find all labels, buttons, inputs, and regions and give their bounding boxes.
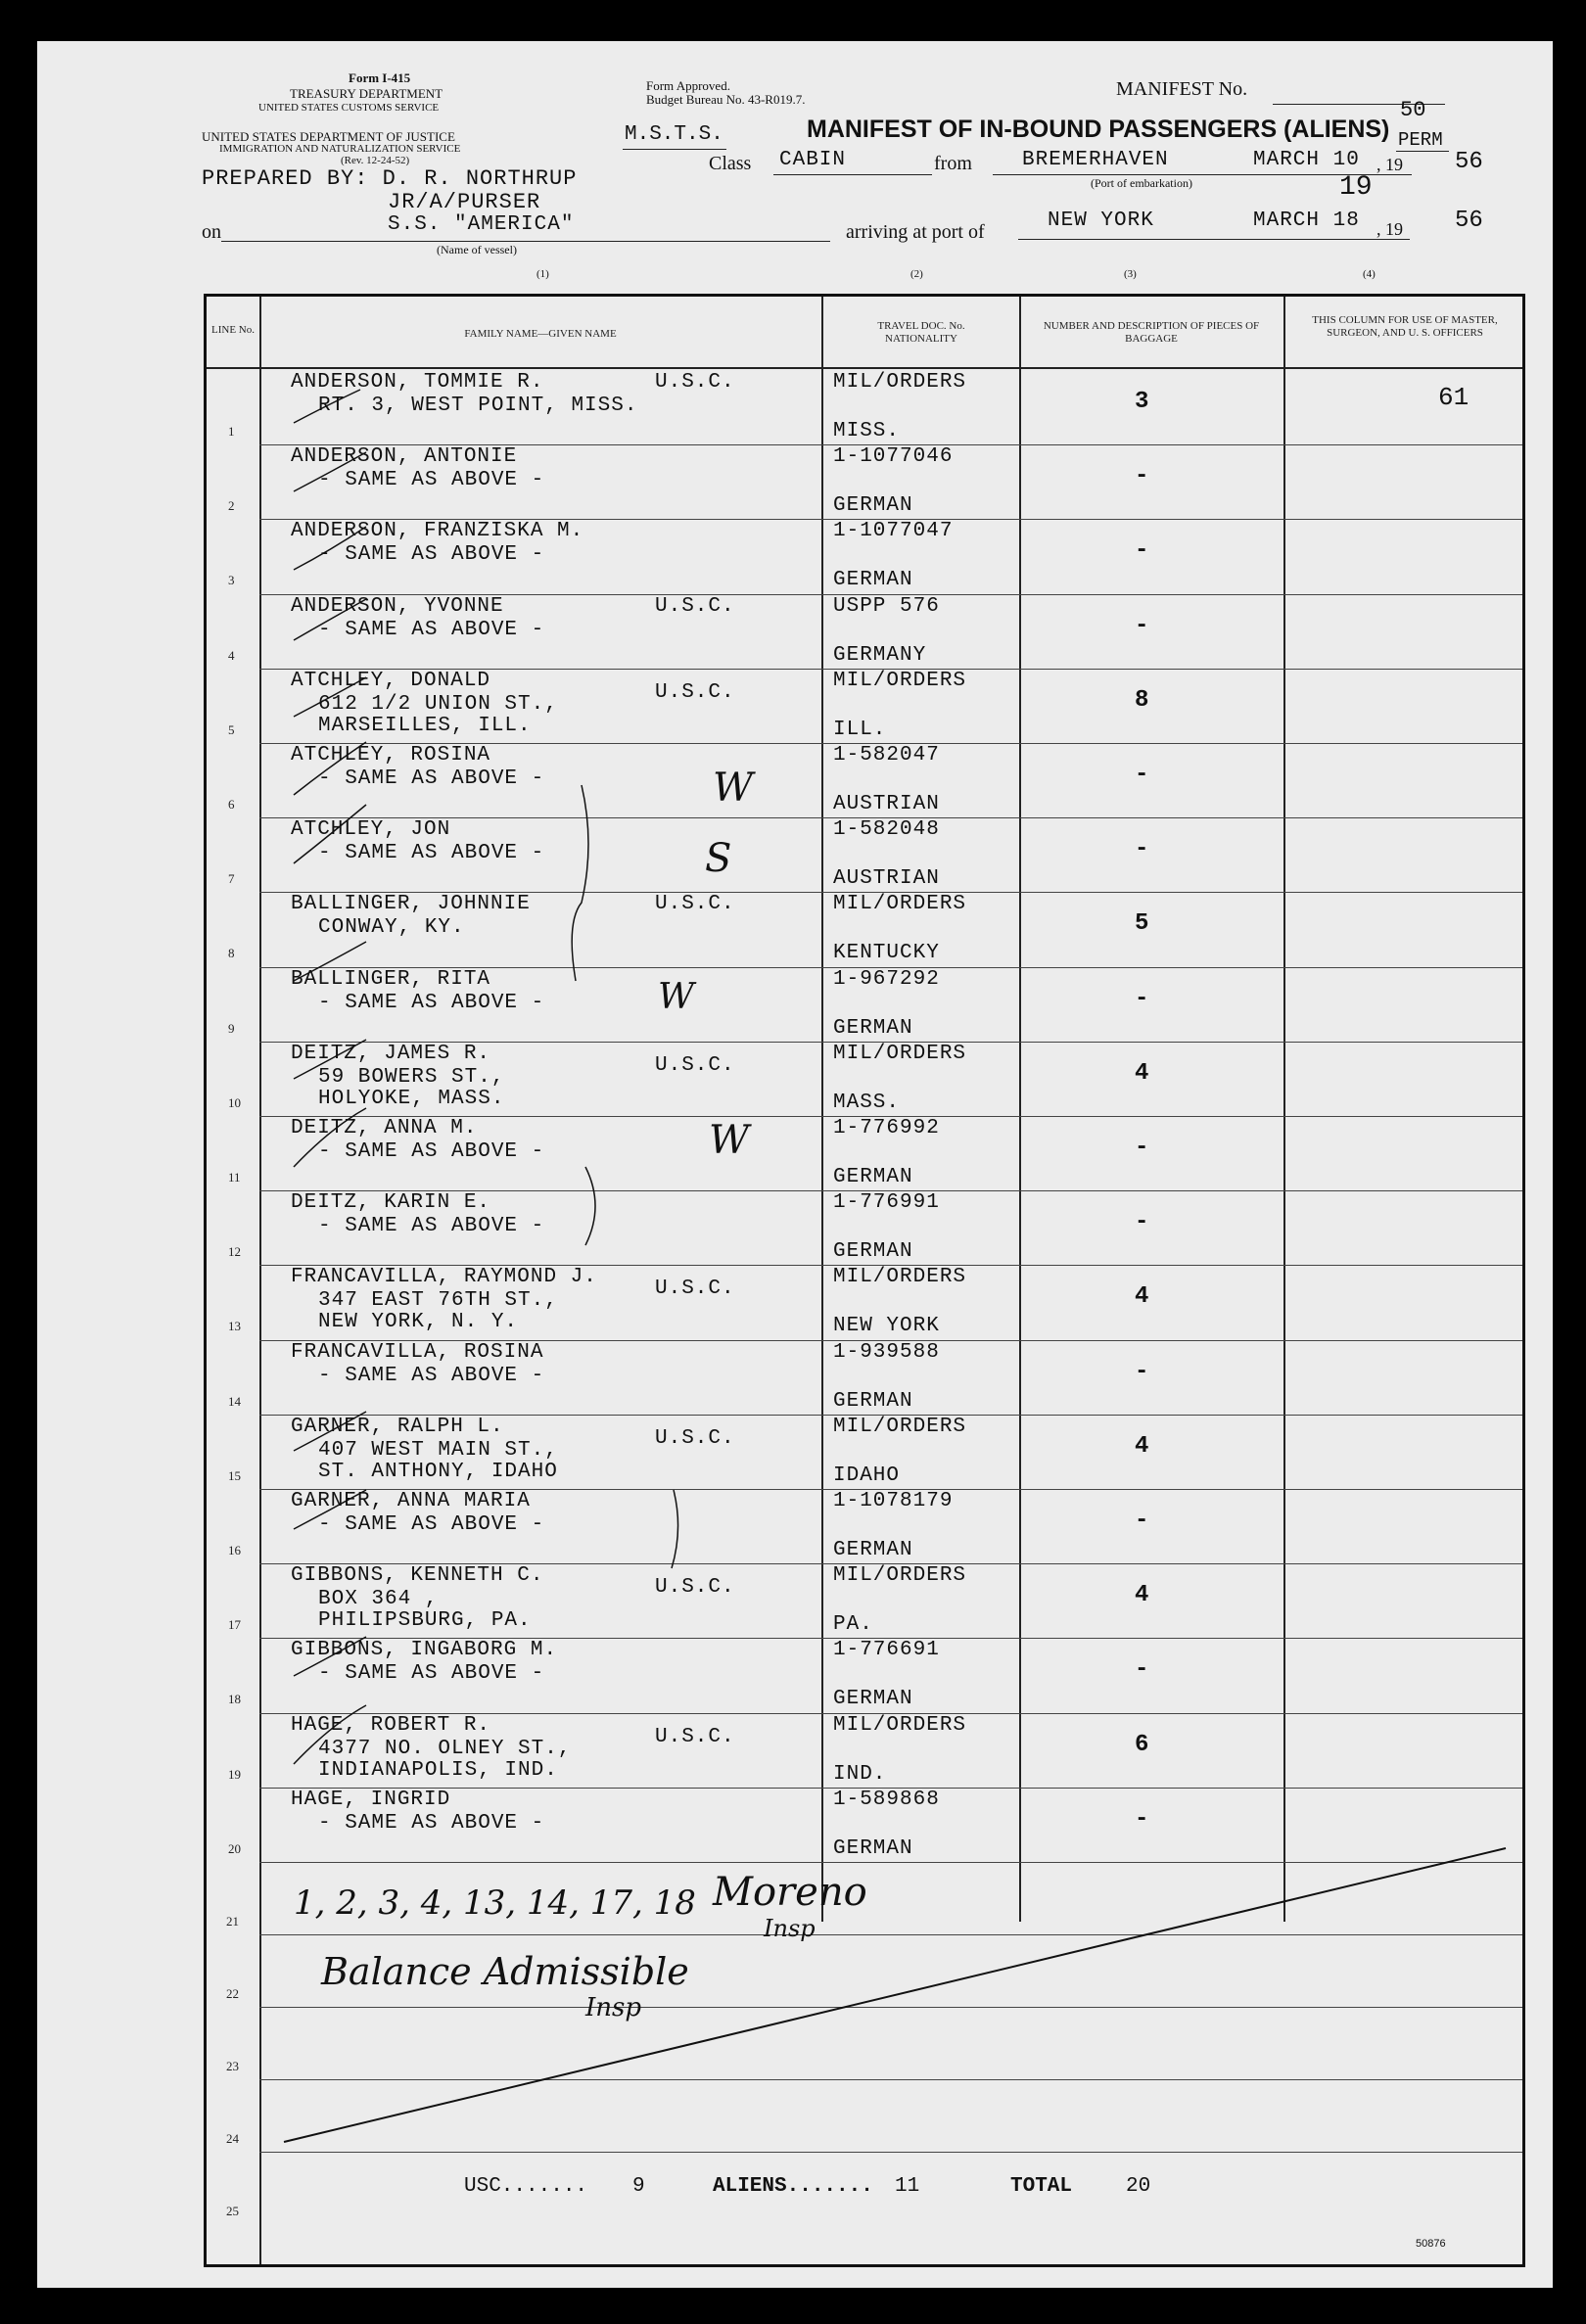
baggage-count: 4 (1135, 1059, 1149, 1087)
line-number: 19 (228, 1766, 241, 1782)
travel-doc-number: 1-776992 (833, 1117, 940, 1139)
passenger-name: GARNER, ANNA MARIA (291, 1490, 531, 1512)
passenger-address: 612 1/2 UNION ST., (318, 692, 558, 716)
baggage-count: - (1135, 1508, 1149, 1534)
col-header-officers: THIS COLUMN FOR USE OF MASTER, SURGEON, AND U. S. OFFICERS (1312, 314, 1498, 339)
col-header-baggage: NUMBER AND DESCRIPTION OF PIECES OF BAGGAGE (1043, 320, 1260, 345)
travel-doc-number: MIL/ORDERS (833, 371, 967, 394)
line-number: 6 (228, 797, 235, 812)
line-number: 1 (228, 424, 235, 439)
passenger-address: NEW YORK, N. Y. (318, 1311, 519, 1334)
passenger-address: RT. 3, WEST POINT, MISS. (318, 395, 638, 417)
prepared-by-title: JR/A/PURSER (388, 190, 541, 214)
manifest-sheet (37, 41, 1553, 2288)
nationality: GERMANY (833, 643, 927, 667)
nationality: GERMAN (833, 1836, 913, 1860)
passenger-address: - SAME AS ABOVE - (318, 618, 545, 641)
nationality: MASS. (833, 1091, 901, 1114)
line-number: 3 (228, 573, 235, 588)
passenger-address: PHILIPSBURG, PA. (318, 1609, 532, 1633)
nationality: KENTUCKY (833, 942, 940, 965)
year-prefix-2: , 19 (1376, 219, 1403, 239)
from-port: BREMERHAVEN (1022, 149, 1169, 171)
handwritten-line-numbers: 1, 2, 3, 4, 13, 14, 17, 18 (294, 1883, 696, 1923)
nationality: PA. (833, 1613, 873, 1637)
baggage-count: - (1135, 762, 1149, 788)
line-number: 17 (228, 1617, 241, 1633)
passenger-name: ANDERSON, ANTONIE (291, 445, 518, 469)
baggage-count: 3 (1135, 389, 1149, 415)
baggage-count: - (1135, 1209, 1149, 1236)
nationality: AUSTRIAN (833, 793, 940, 815)
baggage-count: - (1135, 1656, 1149, 1684)
baggage-count: - (1135, 836, 1149, 863)
budget-bureau: Budget Bureau No. 43-R019.7. (646, 92, 806, 107)
passenger-address: - SAME AS ABOVE - (318, 543, 545, 567)
passenger-address: CONWAY, KY. (318, 916, 465, 940)
aliens-total-label: ALIENS....... (713, 2175, 873, 2198)
arrive-year: 56 (1455, 208, 1483, 234)
travel-doc-number: 1-776691 (833, 1639, 940, 1662)
passenger-address: 407 WEST MAIN ST., (318, 1438, 558, 1462)
ins-service: IMMIGRATION AND NATURALIZATION SERVICE (219, 143, 461, 155)
passenger-address: BOX 364 , (318, 1588, 439, 1611)
handwritten-mark-w: W (658, 977, 695, 1017)
line-number: 13 (228, 1319, 241, 1334)
grand-total: 20 (1126, 2175, 1151, 2198)
nationality: GERMAN (833, 1389, 913, 1413)
travel-doc-number: MIL/ORDERS (833, 1042, 967, 1065)
aliens-total: 11 (895, 2175, 920, 2198)
treasury-dept: TREASURY DEPARTMENT (290, 86, 443, 101)
passenger-address: ST. ANTHONY, IDAHO (318, 1460, 558, 1483)
form-revision: (Rev. 12-24-52) (341, 155, 410, 166)
col-num-4: (4) (1363, 268, 1376, 280)
nationality: MISS. (833, 420, 901, 442)
travel-doc-number: MIL/ORDERS (833, 1415, 967, 1438)
line-number: 21 (226, 1914, 239, 1929)
passenger-address: - SAME AS ABOVE - (318, 469, 545, 492)
travel-doc-number: 1-589868 (833, 1788, 940, 1811)
passenger-address: - SAME AS ABOVE - (318, 1662, 545, 1686)
baggage-count: - (1135, 463, 1149, 490)
baggage-count: 8 (1135, 686, 1149, 714)
passenger-address: HOLYOKE, MASS. (318, 1087, 505, 1110)
passenger-name: ANDERSON, TOMMIE R. (291, 371, 544, 394)
travel-doc-number: MIL/ORDERS (833, 1713, 967, 1737)
baggage-count: 6 (1135, 1731, 1149, 1758)
nationality: GERMAN (833, 569, 913, 592)
nationality: GERMAN (833, 494, 913, 518)
arrive-date: MARCH 18 (1253, 209, 1360, 232)
passenger-name: FRANCAVILLA, ROSINA (291, 1340, 544, 1364)
citizenship-mark: U.S.C. (655, 1053, 735, 1077)
cancel-strike-line (37, 41, 1553, 2288)
customs-service: UNITED STATES CUSTOMS SERVICE (258, 102, 440, 114)
line-number: 18 (228, 1692, 241, 1707)
travel-doc-number: MIL/ORDERS (833, 1266, 967, 1289)
line-number: 25 (226, 2204, 239, 2218)
on-label: on (202, 221, 221, 243)
travel-doc-number: 1-1077046 (833, 445, 954, 469)
line-number: 9 (228, 1020, 235, 1036)
passenger-address: - SAME AS ABOVE - (318, 1513, 545, 1536)
citizenship-mark: U.S.C. (655, 371, 735, 394)
nationality: GERMAN (833, 1688, 913, 1711)
passenger-name: GIBBONS, KENNETH C. (291, 1564, 544, 1588)
year-prefix-1: , 19 (1376, 155, 1403, 174)
passenger-name: DEITZ, KARIN E. (291, 1191, 491, 1215)
perm-mark: PERM (1398, 129, 1443, 151)
arriving-label: arriving at port of (846, 221, 985, 243)
baggage-count: - (1135, 1135, 1149, 1161)
line-number: 10 (228, 1094, 241, 1110)
class-value: CABIN (779, 149, 847, 171)
nationality: GERMAN (833, 1240, 913, 1264)
inspector-signature: Moreno (713, 1870, 867, 1915)
usc-total-label: USC....... (464, 2175, 588, 2198)
usc-total: 9 (632, 2175, 645, 2198)
passenger-name: DEITZ, JAMES R. (291, 1042, 491, 1065)
nationality: IDAHO (833, 1464, 901, 1487)
line-number: 7 (228, 871, 235, 887)
inspector-title: Insp (764, 1915, 816, 1942)
passenger-name: ANDERSON, YVONNE (291, 594, 504, 618)
passenger-name: HAGE, ROBERT R. (291, 1713, 491, 1737)
travel-doc-number: 1-939588 (833, 1340, 940, 1364)
arrive-day-overwrite: 19 (1339, 172, 1373, 203)
baggage-count: - (1135, 612, 1149, 639)
citizenship-mark: U.S.C. (655, 680, 735, 704)
baggage-count: - (1135, 985, 1149, 1012)
citizenship-mark: U.S.C. (655, 1576, 735, 1600)
line-number: 2 (228, 498, 235, 514)
passenger-address: - SAME AS ABOVE - (318, 1140, 545, 1163)
handwritten-mark-w: W (709, 1118, 750, 1163)
citizenship-mark: U.S.C. (655, 1725, 735, 1748)
travel-doc-number: 1-1078179 (833, 1490, 954, 1512)
passenger-address: 4377 NO. OLNEY ST., (318, 1737, 572, 1760)
passenger-name: BALLINGER, JOHNNIE (291, 893, 531, 916)
line-number: 14 (228, 1393, 241, 1409)
passenger-address: 59 BOWERS ST., (318, 1065, 505, 1089)
manifest-title: MANIFEST OF IN-BOUND PASSENGERS (ALIENS) (807, 116, 1390, 143)
travel-doc-number: MIL/ORDERS (833, 1564, 967, 1588)
col-header-doc: TRAVEL DOC. No. NATIONALITY (877, 320, 965, 345)
travel-doc-number: 1-967292 (833, 967, 940, 991)
passenger-address: 347 EAST 76TH ST., (318, 1289, 558, 1313)
handwritten-mark-w: W (713, 766, 754, 811)
line-number: 15 (228, 1467, 241, 1483)
passenger-address: MARSEILLES, ILL. (318, 714, 532, 737)
citizenship-mark: U.S.C. (655, 1426, 735, 1450)
baggage-count: - (1135, 1358, 1149, 1385)
line-number: 22 (226, 1986, 239, 2001)
line-number: 20 (228, 1840, 241, 1856)
port-note: (Port of embarkation) (1091, 176, 1192, 190)
line-number: 5 (228, 721, 235, 737)
baggage-count: 4 (1135, 1432, 1149, 1460)
col-num-1: (1) (536, 268, 549, 280)
embark-date: MARCH 10 (1253, 149, 1360, 171)
prepared-by: PREPARED BY: D. R. NORTHRUP (202, 166, 578, 191)
col-num-2: (2) (910, 268, 923, 280)
travel-doc-number: 1-582047 (833, 744, 940, 767)
manifest-number: 50 (1400, 98, 1426, 122)
form-number: Form I-415 (349, 70, 411, 85)
passenger-address: - SAME AS ABOVE - (318, 1364, 545, 1387)
form-approved: Form Approved. (646, 78, 730, 93)
inspector-title: Insp (585, 1993, 642, 2022)
line-number: 4 (228, 647, 235, 663)
col-header-name: FAMILY NAME—GIVEN NAME (464, 328, 617, 340)
passenger-name: ATCHLEY, ROSINA (291, 744, 491, 767)
travel-doc-number: MIL/ORDERS (833, 669, 967, 692)
line-number: 11 (228, 1170, 241, 1185)
line-number: 24 (226, 2131, 239, 2146)
nationality: GERMAN (833, 1539, 913, 1561)
citizenship-mark: U.S.C. (655, 594, 735, 618)
passenger-name: DEITZ, ANNA M. (291, 1117, 478, 1139)
passenger-address: - SAME AS ABOVE - (318, 842, 545, 865)
nationality: ILL. (833, 718, 887, 741)
grand-total-label: TOTAL (1010, 2175, 1073, 2198)
citizenship-mark: U.S.C. (655, 1278, 735, 1301)
col-num-3: (3) (1124, 268, 1137, 280)
class-label: Class (709, 153, 752, 174)
passenger-name: ATCHLEY, DONALD (291, 669, 491, 692)
travel-doc-number: USPP 576 (833, 594, 940, 618)
travel-doc-number: 1-582048 (833, 818, 940, 842)
passenger-name: GIBBONS, INGABORG M. (291, 1639, 558, 1662)
nationality: GERMAN (833, 1016, 913, 1040)
manifest-label: MANIFEST No. (1116, 78, 1248, 100)
passenger-name: ANDERSON, FRANZISKA M. (291, 520, 584, 543)
nationality: GERMAN (833, 1166, 913, 1188)
baggage-count: 4 (1135, 1283, 1149, 1311)
footer-code: 50876 (1416, 2238, 1446, 2250)
passenger-name: BALLINGER, RITA (291, 967, 491, 991)
passenger-address: - SAME AS ABOVE - (318, 767, 545, 790)
baggage-count: - (1135, 537, 1149, 565)
nationality: IND. (833, 1762, 887, 1786)
passenger-name: GARNER, RALPH L. (291, 1415, 504, 1438)
line-number: 12 (228, 1244, 241, 1260)
citizenship-mark: U.S.C. (655, 893, 735, 916)
vessel-name: S.S. "AMERICA" (388, 213, 575, 236)
passenger-address: - SAME AS ABOVE - (318, 1811, 545, 1835)
nationality: NEW YORK (833, 1315, 940, 1338)
msts-label: M.S.T.S. (625, 123, 723, 146)
travel-doc-number: MIL/ORDERS (833, 893, 967, 916)
line-number: 8 (228, 946, 235, 961)
baggage-count: 4 (1135, 1582, 1149, 1609)
travel-doc-number: 1-1077047 (833, 520, 954, 543)
baggage-count: 5 (1135, 910, 1149, 938)
justice-dept: UNITED STATES DEPARTMENT OF JUSTICE (202, 129, 455, 144)
from-label: from (934, 153, 972, 174)
travel-doc-number: 1-776991 (833, 1191, 940, 1215)
passenger-address: INDIANAPOLIS, IND. (318, 1758, 558, 1782)
handwritten-balance: Balance Admissible (321, 1950, 689, 1993)
passenger-address: - SAME AS ABOVE - (318, 991, 545, 1014)
passenger-address: - SAME AS ABOVE - (318, 1215, 545, 1238)
baggage-count: - (1135, 1805, 1149, 1833)
officer-note: 61 (1438, 383, 1469, 412)
passenger-name: FRANCAVILLA, RAYMOND J. (291, 1266, 597, 1289)
handwritten-mark-s: S (705, 836, 732, 881)
nationality: AUSTRIAN (833, 867, 940, 891)
vessel-note: (Name of vessel) (437, 243, 517, 256)
line-number: 16 (228, 1543, 241, 1557)
col-header-line: LINE No. (211, 324, 255, 336)
passenger-name: ATCHLEY, JON (291, 818, 451, 842)
line-number: 23 (226, 2059, 239, 2073)
arrive-port: NEW YORK (1048, 209, 1154, 232)
embark-year: 56 (1455, 149, 1483, 175)
passenger-name: HAGE, INGRID (291, 1788, 451, 1811)
